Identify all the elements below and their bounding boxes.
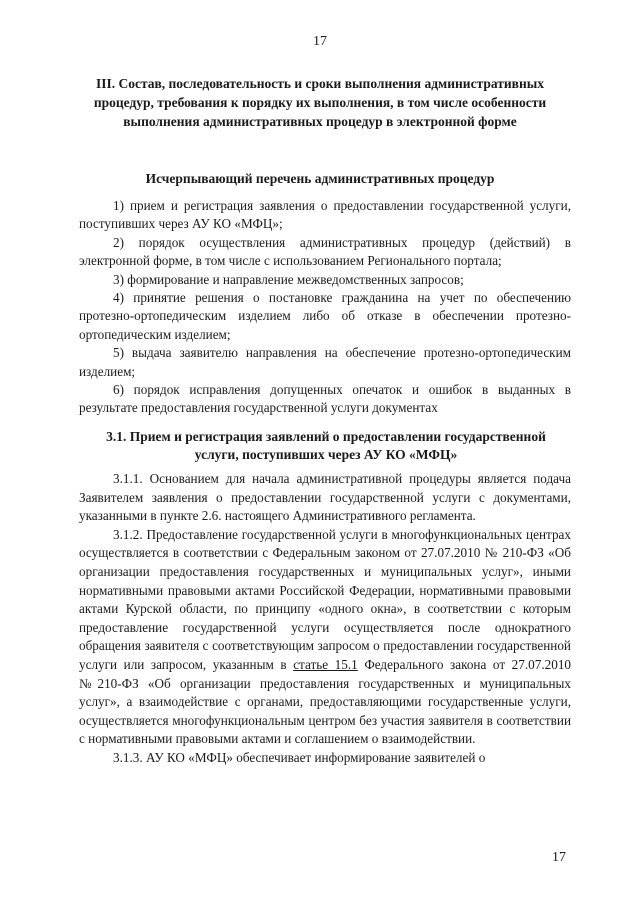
- paragraph-3-1-2-part-a: 3.1.2. Предоставление государственной услуги в многофункциональных центрах осуществляется в соответствии с Федеральным законом от 27.07.2010 № 210-ФЗ «Об организации предоставления государственных и муниципальных услуг», иными нормативными правовыми актами Российской Федерации, нормативными правовыми актами Курской области, по принципу «одного окна», в соответствии с которым предоставление государственной услуги осуществляется после однократного обращения заявителя с соответствующим запросом о предоставлении государственной услуги или запросом, указанным в: [79, 526, 571, 672]
- list-item: 6) порядок исправления допущенных опечаток и ошибок в выданных в результате предоставления государственной услуги документах: [79, 382, 571, 416]
- list-item: 2) порядок осуществления административных процедур (действий) в электронной форме, в том числе с использованием Регионального портала;: [79, 234, 571, 269]
- page-number-bottom: 17: [552, 850, 566, 865]
- page-number-top: 17: [313, 34, 327, 49]
- paragraph-3-1-1: 3.1.1. Основанием для начала административной процедуры является подача Заявителем заявления о предоставлении государственной услуги с документами, указанными в пункте 2.6. настоящего Административного регламента.: [79, 471, 571, 524]
- subsection-title: 3.1. Прием и регистрация заявлений о предоставлении государственной услуги, поступивших через АУ КО «МФЦ»: [106, 429, 546, 462]
- paragraph-3-1-2-part-b: Федерального закона от 27.07.2010 №210-ФЗ «Об организации предоставления государственных и муниципальных услуг», а взаимодействие с органами, предоставляющими государственные услуги, осуществляется многофункциональным центром без участия заявителя в соответствии с нормативными правовыми актами и соглашением о взаимодействии.: [79, 656, 572, 747]
- procedure-list: [79, 197, 571, 418]
- list-item: 1) прием и регистрация заявления о предоставлении государственной услуги, поступивших через АУ КО «МФЦ»;: [79, 198, 571, 232]
- list-item: 5) выдача заявителю направления на обеспечение протезно-ортопедическим изделием;: [79, 345, 571, 379]
- body-text: [79, 470, 571, 768]
- paragraph-3-1-3: 3.1.3. АУ КО «МФЦ» обеспечивает информирование заявителей о: [113, 749, 486, 765]
- paragraph-3-1-2: [79, 526, 571, 749]
- list-item: 3) формирование и направление межведомственных запросов;: [113, 271, 464, 287]
- law-article-link[interactable]: статье 15.1: [293, 656, 358, 672]
- list-item: 4) принятие решения о постановке гражданина на учет по обеспечению протезно-ортопедическим изделием либо об отказе в обеспечении протезно-ортопедическим изделием;: [79, 290, 571, 342]
- section-title: III. Состав, последовательность и сроки выполнения административных процедур, требования к порядку их выполнения, в том числе особенности выполнения административных процедур в электронной форме: [93, 76, 547, 129]
- procedures-heading: Исчерпывающий перечень административных процедур: [145, 171, 495, 186]
